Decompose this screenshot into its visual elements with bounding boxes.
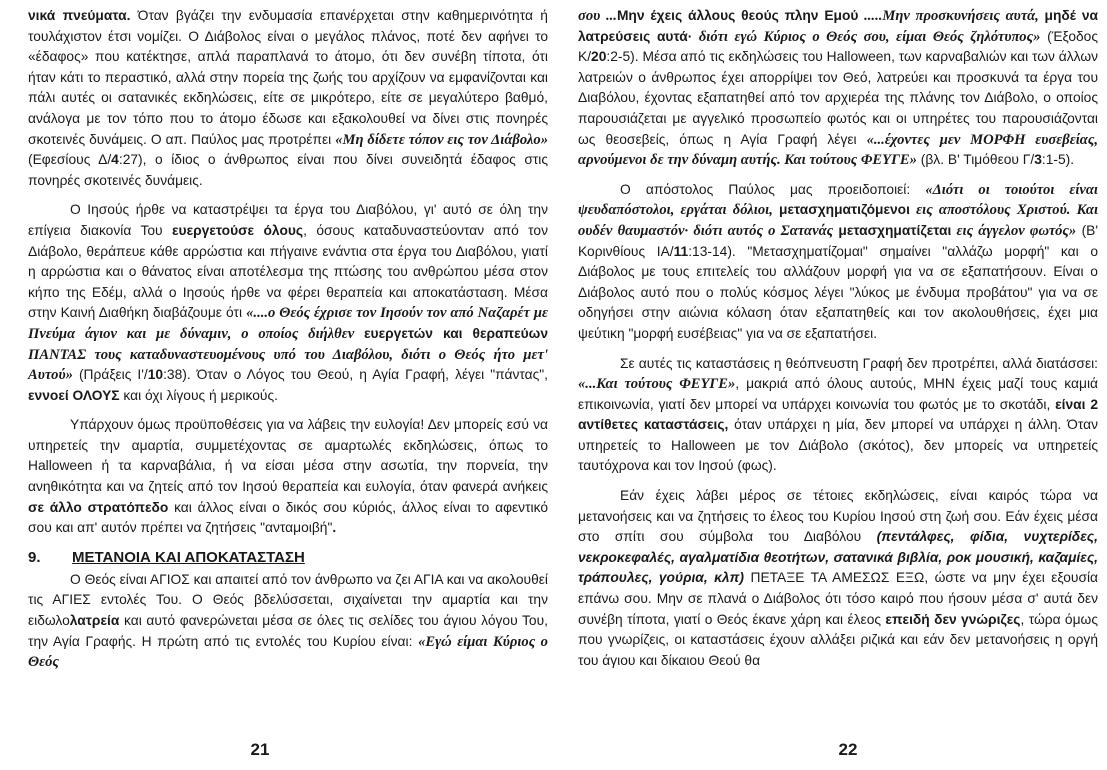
body-text: :2-5). Μέσα από τις εκδηλώσεις του Halloween, των καρναβαλιών και των άλλων λατρειών ο άνθρωπος έχει απορρίψει τον Θεό, λατρεύει και προσκυνά τα έργα του Διαβόλου, έχοντας εξαπατηθεί από τον αρχιερέα της πλάνης τον Διάβολο, ο οποίος παρουσιάζεται με αγγελικό προσωπείο φωτός και οι υπηρέτες του παρουσιάζονται ως θεοσεβείς, όπως η Αγία Γραφή λέγει: [578, 49, 1098, 147]
paragraph: [28, 6, 548, 191]
emphasis-text: μετασχηματίζεται: [838, 222, 952, 238]
paragraph: [28, 570, 548, 673]
left-page-body-top: [28, 6, 548, 539]
body-text: Σε αυτές τις καταστάσεις η θεόπνευστη Γραφή δεν προτρέπει, αλλά διατάσσει:: [620, 355, 1098, 371]
emphasis-text: είναι 2 αντίθετες καταστάσεις,: [578, 396, 1098, 433]
body-text: (Β' Κορινθίους ΙΑ/: [578, 222, 1099, 259]
body-text: Ο Θεός είναι ΑΓΙΟΣ και απαιτεί από τον άνθρωπο να ζει ΑΓΙΑ και να ακολουθεί τις ΑΓΙΕΣ εντολές Του. Ο Θεός βδελύσσεται, σιχαίνεται την αμαρτία και την ειδωλο: [28, 571, 548, 629]
body-text: (βλ. Β' Τιμόθεου Γ/: [916, 152, 1035, 168]
emphasis-text: 20: [591, 49, 607, 65]
body-text: και αυτό φανερώνεται μέσα σε όλες τις σελίδες του άγιου λόγου Του, την Αγία Γραφής. Η πρώτη από τις εντολές του Κυρίου είναι:: [28, 613, 548, 649]
emphasis-text: νικά πνεύματα.: [28, 8, 131, 23]
body-text: (Εφεσίους Δ/: [28, 152, 112, 168]
left-page-body-bottom: [28, 570, 548, 673]
emphasis-text: 4: [111, 152, 119, 168]
left-page: [28, 6, 548, 682]
emphasis-text: σε άλλο στρατόπεδο: [28, 499, 169, 515]
scripture-quote: εις αποστόλους Χριστού. Και ουδέν θαυμαστόν· διότι αυτός ο Σατανάς: [578, 202, 1098, 239]
emphasis-text: Μην έχεις άλλους θεούς πλην Εμού: [616, 8, 859, 23]
scripture-quote: «....ο Θεός έχρισε τον Ιησούν τον από Ναζαρέτ με Πνεύμα άγιον και με δύναμιν, ο οποίος διήλθεν: [28, 305, 548, 342]
body-text: και όχι λίγους ή μερικούς.: [119, 387, 278, 403]
body-text: :38). Όταν ο Λόγος του Θεού, η Αγία Γραφή, λέγει "πάντας",: [163, 367, 548, 383]
body-text: Ο απόστολος Παύλος μας προειδοποιεί:: [620, 181, 926, 197]
section-heading: [28, 548, 548, 568]
right-page: [578, 6, 1098, 680]
emphasis-text: 3: [1034, 152, 1042, 168]
body-text: , όσους καταδυναστεύονταν από τον Διάβολο, θεράπευε κάθε αρρώστια και πήγαινε ενάντια στα έργα του Διαβόλου, γιατί η αρρώστια και ο θάνατος είναι αποτέλεσμα της πτώσης του ανθρώπου μέσα στον κήπο της Εδέμ, αλλά ο Ιησούς ήρθε να φέρει θεραπεία και αποκατάσταση. Μέσα στην Καινή Διαθήκη διαβάζουμε ότι: [28, 222, 548, 321]
emphasis-text: 10: [147, 367, 164, 383]
body-text: , τώρα όμως που γνωρίζεις, οι καταστάσεις έχουν αλλάξει ριζικά και εάν δεν μετανοήσεις η οργή του άγιου και δίκαιου Θεού θα: [578, 611, 1098, 668]
scripture-quote: διότι εγώ Κύριος ο Θεός σου, είμαι Θεός ζηλότυπος»: [692, 28, 1041, 45]
paragraph: [28, 200, 548, 406]
paragraph: [578, 354, 1098, 478]
body-text: Εάν έχεις λάβει μέρος σε τέτοιες εκδηλώσεις, είναι καιρός τώρα να μετανοήσεις και να ζητήσεις το έλεος του Κυρίου Ιησού στη ζωή σου. Εάν έχεις μέσα στο σπίτι σου σύμβολα του Διαβόλου: [578, 488, 1098, 545]
paragraph: [578, 6, 1098, 171]
paragraph: [28, 415, 548, 539]
emphasis-text: 11: [673, 243, 689, 259]
scripture-quote: ΠΑΝΤΑΣ τους καταδυναστευομένους υπό του Διαβόλου, διότι ο Θεός ήτο μετ' Αυτού»: [28, 346, 548, 384]
emphasis-text: εννοεί ΟΛΟΥΣ: [28, 387, 120, 403]
emphasis-text: .: [332, 520, 337, 536]
body-text: και άλλος είναι ο δικός σου κύριός, άλλος είναι το αφεντικό σου και απ' αυτόν πρέπει να ζητήσεις "ανταμοιβή": [28, 499, 548, 536]
paragraph: [578, 180, 1098, 345]
emphasis-text: (πεντάλφες, φίδια, νυχτερίδες, νεκροκεφαλές, αγαλματίδια θεοτήτων, σατανικά βιβλία, ροκ μουσική, καζαμίες, τράπουλες, γούρια, κλπ): [578, 529, 1098, 586]
body-text: όταν υπάρχει η μία, δεν μπορεί να υπάρχει η άλλη. Όταν υπηρετείς το Halloween με τον Διάβολο (σκότος), δεν μπορείς να υπηρετείς ταυτόχρονα και τον Ιησού (φως).: [578, 417, 1098, 474]
section-heading-number: 9.: [28, 548, 41, 566]
emphasis-text: λατρεία: [69, 613, 120, 629]
scripture-quote: .....Μην προσκυνήσεις αυτά,: [858, 8, 1045, 24]
page-number-right: 22: [838, 740, 858, 759]
body-text: Ο Ιησούς ήρθε να καταστρέψει τα έργα του Διαβόλου, γι' αυτό σε όλη την επίγεια διακονία Του: [28, 202, 548, 238]
section-heading-title: ΜΕΤΑΝΟΙΑ ΚΑΙ ΑΠΟΚΑΤΑΣΤΑΣΗ: [72, 548, 305, 566]
body-text: Υπάρχουν όμως προϋποθέσεις για να λάβεις την ευλογία! Δεν μπορείς εσύ να υπηρετείς την αμαρτία, συμμετέχοντας σε αμαρτωλές εκδηλώσεις, όπως το Halloween ή τα καρναβάλια, ή να είσαι μέσα στην ασωτία, την πορνεία, την ανηθικότητα και να ζητείς από τον Ιησού θεραπεία και ευλογία, όταν φανερά ανήκεις: [28, 417, 548, 495]
body-text: :1-5).: [1041, 152, 1075, 168]
body-text: :27), ο ίδιος ο άνθρωπος είναι που δίνει συνειδητά έδαφος στις πονηρές σκοτεινές δυνάμεις.: [28, 152, 548, 188]
emphasis-text: ευεργετών και θεραπεύων: [364, 325, 548, 341]
emphasis-text: μετασχηματιζόμενοι: [779, 202, 910, 218]
page-number-left: 21: [250, 740, 270, 759]
scripture-quote: «...έχοντες μεν ΜΟΡΦΗ ευσεβείας, αρνούμενοι δε την δύναμη αυτής. Και τούτους ΦΕΥΓΕ»: [578, 131, 1098, 169]
emphasis-text: μηδέ να λατρεύσεις αυτά·: [578, 8, 1098, 44]
scripture-quote: «...Και τούτους ΦΕΥΓΕ»: [578, 376, 736, 393]
scripture-quote: εις άγγελον φωτός»: [951, 222, 1077, 239]
body-text: ΠΕΤΑΞΕ ΤΑ ΑΜΕΣΩΣ ΕΞΩ, ώστε να μην έχει εξουσία επάνω σου. Μην σε πλανά ο Διάβολος ότι τόσο καιρό που ήσουν μέσα σ' αυτά δεν συνέβη τίποτα, γιατί ο Θεός έκανε χάρη και έλεος: [578, 570, 1098, 627]
body-text: :13-14). "Μετασχηματίζομαι" σημαίνει "αλλάζω μορφή" και ο Διάβολος με τους επιτελείς του αλλάζουν μορφή για να σε εξαπατήσουν. Είναι ο Διάβολος αυτό που ο πολύς κόσμος λέγει "λύκος με ένδυμα προβάτου" για να σε οδηγήσει στην αιώνια κόλαση όταν εξαπατηθείς και τον ακολουθήσεις, έχει μια ψεύτικη "μορφή ευσέβειας" για να σε εξαπατήσει.: [578, 243, 1098, 341]
emphasis-text: ευεργετούσε όλους: [172, 222, 304, 238]
scripture-quote: «Μη δίδετε τόπον εις τον Διάβολο»: [335, 131, 548, 148]
body-text: Όταν βγάζει την ενδυμασία επανέρχεται στην καθημερινότητα ή τουλάχιστον έτσι νομίζει. Ο Διάβολος είναι ο μεγάλος πλάνος, ποτέ δεν αφήνει το «έδαφος» που κατέκτησε, απλά παραπλανά το άτομο, ότι δεν συνέβη τίποτα, ότι ήταν κάτι το περαστικό, αλλά στην πορεία της ζωής του αρχίζουν να εμφανίζονται και πάλι αυτές οι σατανικές εκδηλώσεις, είτε σε μικρότερο, είτε σε μεγαλύτερο βαθμό, ανάλογα με τον τόπο που το άτομο έδωσε και εξακολουθεί να δίνει στις πονηρές σκοτεινές δυνάμεις. Ο απ. Παύλος μας προτρέπει: [28, 8, 548, 147]
body-text: (Πράξεις Ι'/: [72, 367, 148, 383]
scripture-quote: «Εγώ είμαι Κύριος ο Θεός: [28, 633, 548, 671]
scripture-quote: «Διότι οι τοιούτοι είναι ψευδαπόστολοι, εργάται δόλιοι,: [578, 181, 1098, 219]
emphasis-text: επειδή δεν γνώριζες: [885, 611, 1021, 627]
body-text: (Έξοδος Κ/: [578, 28, 1098, 65]
body-text: , μακριά από όλους αυτούς, ΜΗΝ έχεις μαζί τους καμιά επικοινωνία, γιατί δεν μπορεί να υπάρχει κοινωνία του φωτός με το σκοτάδι,: [578, 376, 1099, 412]
paragraph: [578, 486, 1098, 671]
scripture-quote: σου ...: [578, 8, 617, 24]
right-page-body: [578, 6, 1098, 671]
